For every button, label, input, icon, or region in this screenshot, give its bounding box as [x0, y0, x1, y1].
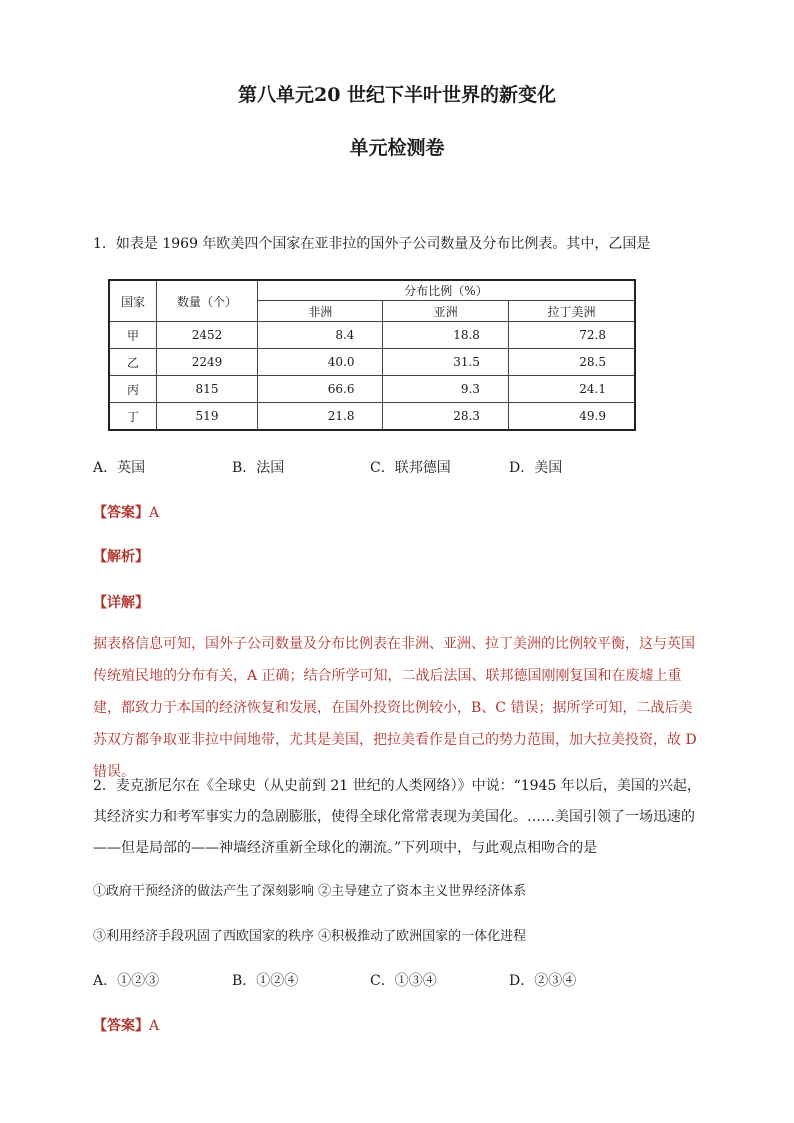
q1-detail-label: 【详解】: [93, 595, 149, 611]
header-africa: 非洲: [258, 301, 383, 322]
cell-asia: 18.8: [383, 322, 508, 349]
cell-latam: 24.1: [508, 376, 635, 403]
answer-label: 【答案】: [93, 505, 149, 521]
question-2-stem-line-2: 其经济实力和考军事实力的急剧膨胀，使得全球化常常表现为美国化。……美国引领了一场迅速的: [93, 809, 695, 825]
question-2-stem-line-3: ——但是局部的——神墙经济重新全球化的潮流。”下列项中，与此观点相吻合的是: [93, 840, 598, 856]
header-country: 国家: [109, 280, 157, 322]
question-1-stem: 1．如表是 1969 年欧美四个国家在亚非拉的国外子公司数量及分布比例表。其中，乙国是: [93, 236, 651, 252]
header-ratio: 分布比例（%）: [258, 280, 636, 301]
answer-label: 【答案】: [93, 1018, 149, 1034]
table-row: [109, 403, 635, 431]
q1-answer: [93, 502, 159, 522]
cell-count: 2452: [157, 322, 258, 349]
cell-count: 815: [157, 376, 258, 403]
option-a[interactable]: A．英国: [93, 460, 146, 476]
cell-asia: 28.3: [383, 403, 508, 431]
option-d[interactable]: D．②③④: [509, 973, 577, 989]
option-b[interactable]: B．法国: [232, 460, 285, 476]
option-a[interactable]: A．①②③: [93, 973, 160, 989]
cell-country: 丙: [109, 376, 157, 403]
answer-value: A: [149, 1018, 160, 1034]
cell-africa: 21.8: [258, 403, 383, 431]
cell-count: 2249: [157, 349, 258, 376]
cell-country: 丁: [109, 403, 157, 431]
option-d[interactable]: D．美国: [509, 460, 563, 476]
answer-value: A: [149, 505, 160, 521]
q2-answer: [93, 1015, 159, 1035]
cell-asia: 31.5: [383, 349, 508, 376]
cell-latam: 28.5: [508, 349, 635, 376]
question-2-stem-line-1: 2．麦克浙尼尔在《全球史（从史前到 21 世纪的人类网络）》中说：“1945 年以后，美国的兴起，: [93, 778, 701, 794]
q1-detail-text: 据表格信息可知，国外子公司数量及分布比例表在非洲、亚洲、拉丁美洲的比例较平衡，这与英国传统殖民地的分布有关，A 正确；结合所学可知，二战后法国、联邦德国刚刚复国和在废墟上重建，都致力于本国的经济恢复和发展，在国外投资比例较小，B、C 错误；据所学可知，二战后美苏双方都争取亚非拉中间地带，尤其是美国，把拉美看作是自己的势力范围，加大拉美投资，故 D 错误。: [93, 636, 697, 780]
table-row: [109, 349, 635, 376]
option-b[interactable]: B．①②④: [232, 973, 299, 989]
cell-country: 乙: [109, 349, 157, 376]
option-c[interactable]: C．联邦德国: [370, 460, 451, 476]
cell-country: 甲: [109, 322, 157, 349]
option-c[interactable]: C．①③④: [370, 973, 437, 989]
table-row: [109, 322, 635, 349]
cell-africa: 8.4: [258, 322, 383, 349]
cell-latam: 72.8: [508, 322, 635, 349]
header-latam: 拉丁美洲: [508, 301, 635, 322]
q1-analysis-label: 【解析】: [93, 549, 149, 565]
statement-line-2: ③利用经济手段巩固了西欧国家的秩序 ④积极推动了欧洲国家的一体化进程: [93, 929, 527, 944]
header-asia: 亚洲: [383, 301, 508, 322]
header-count: 数量（个）: [157, 280, 258, 322]
page-subtitle: 单元检测卷: [349, 137, 445, 159]
statement-line-1: ①政府干预经济的做法产生了深刻影响 ②主导建立了资本主义世界经济体系: [93, 884, 527, 899]
subsidiary-table: [108, 279, 636, 431]
table-row: [109, 376, 635, 403]
page-title: 第八单元20 世纪下半叶世界的新变化: [237, 84, 557, 106]
cell-latam: 49.9: [508, 403, 635, 431]
cell-africa: 40.0: [258, 349, 383, 376]
cell-count: 519: [157, 403, 258, 431]
cell-africa: 66.6: [258, 376, 383, 403]
cell-asia: 9.3: [383, 376, 508, 403]
